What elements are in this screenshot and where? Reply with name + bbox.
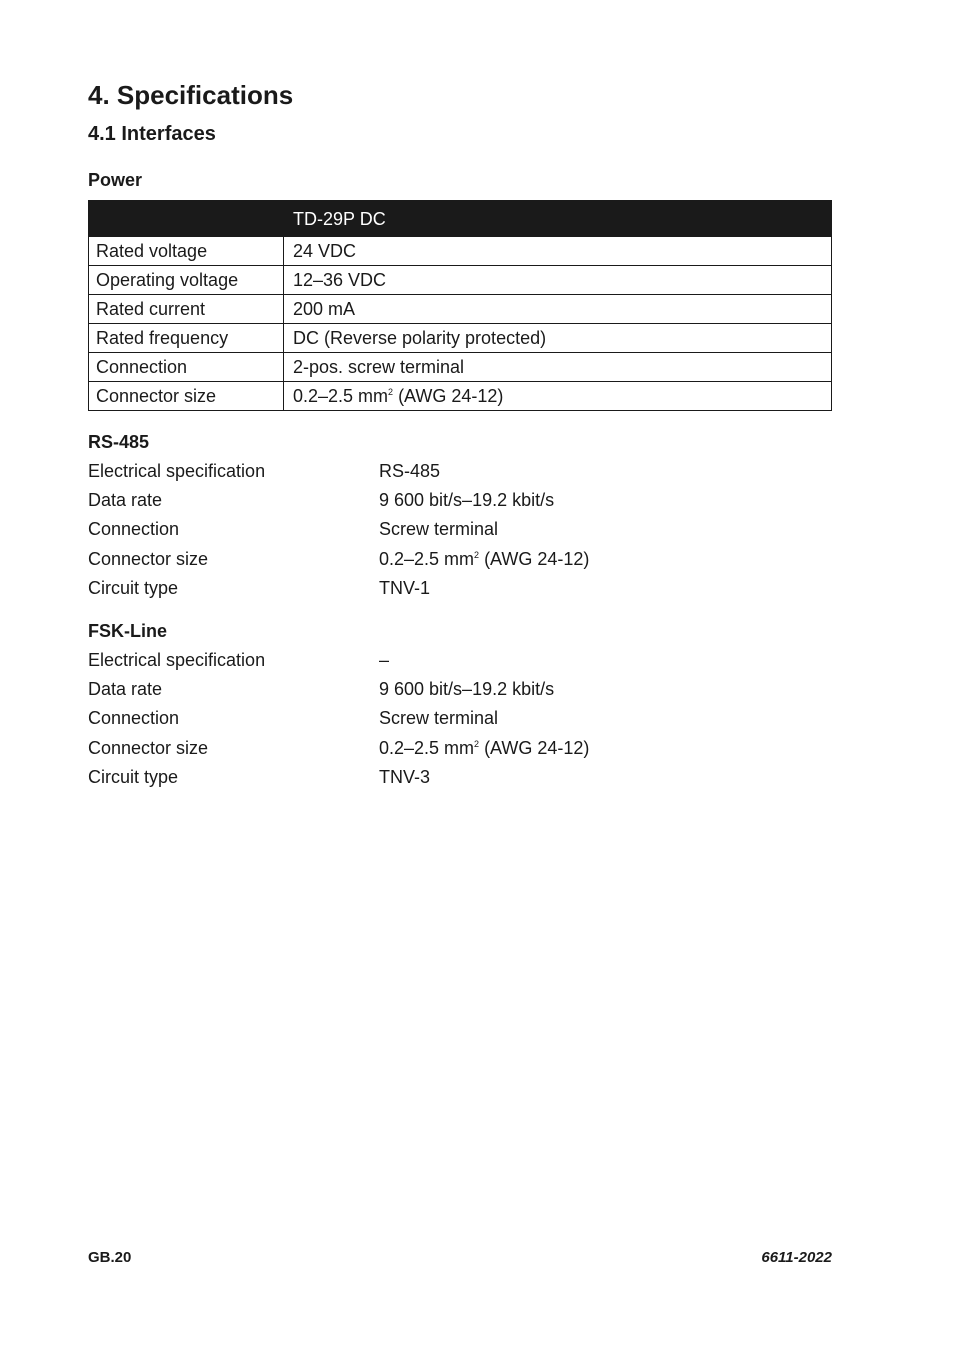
power-header-empty [89, 201, 284, 237]
power-header-model: TD-29P DC [284, 201, 832, 237]
list-item [88, 646, 832, 675]
spec-label: Connector size [88, 548, 209, 569]
spec-label: Connection [88, 519, 180, 540]
list-item [88, 457, 832, 486]
value-suffix: (AWG 24-12) [479, 737, 590, 758]
page-title: 4. Specifications [88, 80, 294, 110]
list-item [88, 704, 832, 733]
spec-label: Circuit type [88, 577, 179, 598]
document-number: 6611-2022 [761, 1249, 832, 1266]
power-value: 12–36 VDC [284, 266, 832, 295]
spec-label: Connector size [88, 737, 209, 758]
power-table [88, 200, 832, 411]
superscript: 2 [474, 549, 480, 560]
spec-value: 9 600 bit/s–19.2 kbit/s [379, 679, 555, 700]
power-value: 2-pos. screw terminal [284, 353, 832, 382]
table-row [89, 237, 832, 266]
power-label: Rated frequency [89, 324, 284, 353]
table-row [89, 324, 832, 353]
section-title-interfaces: 4.1 Interfaces [88, 123, 216, 145]
table-row [89, 353, 832, 382]
power-label: Operating voltage [89, 266, 284, 295]
list-item [88, 486, 832, 515]
power-heading: Power [88, 170, 143, 190]
spec-value: TNV-1 [379, 577, 431, 598]
spec-label: Electrical specification [88, 650, 266, 670]
spec-label: Electrical specification [88, 461, 266, 481]
power-label: Rated current [89, 295, 284, 324]
table-row [89, 266, 832, 295]
fsk-heading: FSK-Line [88, 621, 167, 641]
value-prefix: 0.2–2.5 mm [379, 737, 475, 758]
list-item [88, 574, 832, 603]
rs485-spec-list [88, 457, 832, 603]
spec-label: Data rate [88, 490, 163, 511]
superscript: 2 [474, 738, 480, 749]
power-table-header [89, 201, 832, 237]
table-row [89, 382, 832, 411]
spec-value: Screw terminal [379, 708, 499, 729]
power-label: Connection [89, 353, 284, 382]
spec-value [379, 734, 832, 763]
value-suffix: (AWG 24-12) [393, 386, 504, 406]
list-item [88, 515, 832, 544]
spec-label: Circuit type [88, 766, 179, 787]
list-item [88, 763, 832, 792]
spec-value: – [379, 650, 390, 670]
list-item [88, 545, 832, 574]
spec-value: 9 600 bit/s–19.2 kbit/s [379, 490, 555, 511]
spec-value: Screw terminal [379, 519, 499, 540]
table-row [89, 295, 832, 324]
power-value: 200 mA [284, 295, 832, 324]
spec-value [379, 545, 832, 574]
spec-value: TNV-3 [379, 766, 431, 787]
spec-label: Data rate [88, 679, 163, 700]
power-label: Connector size [89, 382, 284, 411]
spec-value: RS-485 [379, 461, 441, 481]
rs485-heading: RS-485 [88, 432, 150, 452]
superscript: 2 [388, 387, 394, 397]
spec-label: Connection [88, 708, 180, 729]
value-suffix: (AWG 24-12) [479, 548, 590, 569]
page-number: GB.20 [88, 1249, 132, 1266]
power-value: DC (Reverse polarity protected) [284, 324, 832, 353]
fsk-spec-list [88, 646, 832, 792]
value-prefix: 0.2–2.5 mm [379, 548, 475, 569]
power-value [284, 382, 832, 411]
list-item [88, 734, 832, 763]
list-item [88, 675, 832, 704]
power-value: 24 VDC [284, 237, 832, 266]
power-label: Rated voltage [89, 237, 284, 266]
value-prefix: 0.2–2.5 mm [293, 386, 389, 406]
